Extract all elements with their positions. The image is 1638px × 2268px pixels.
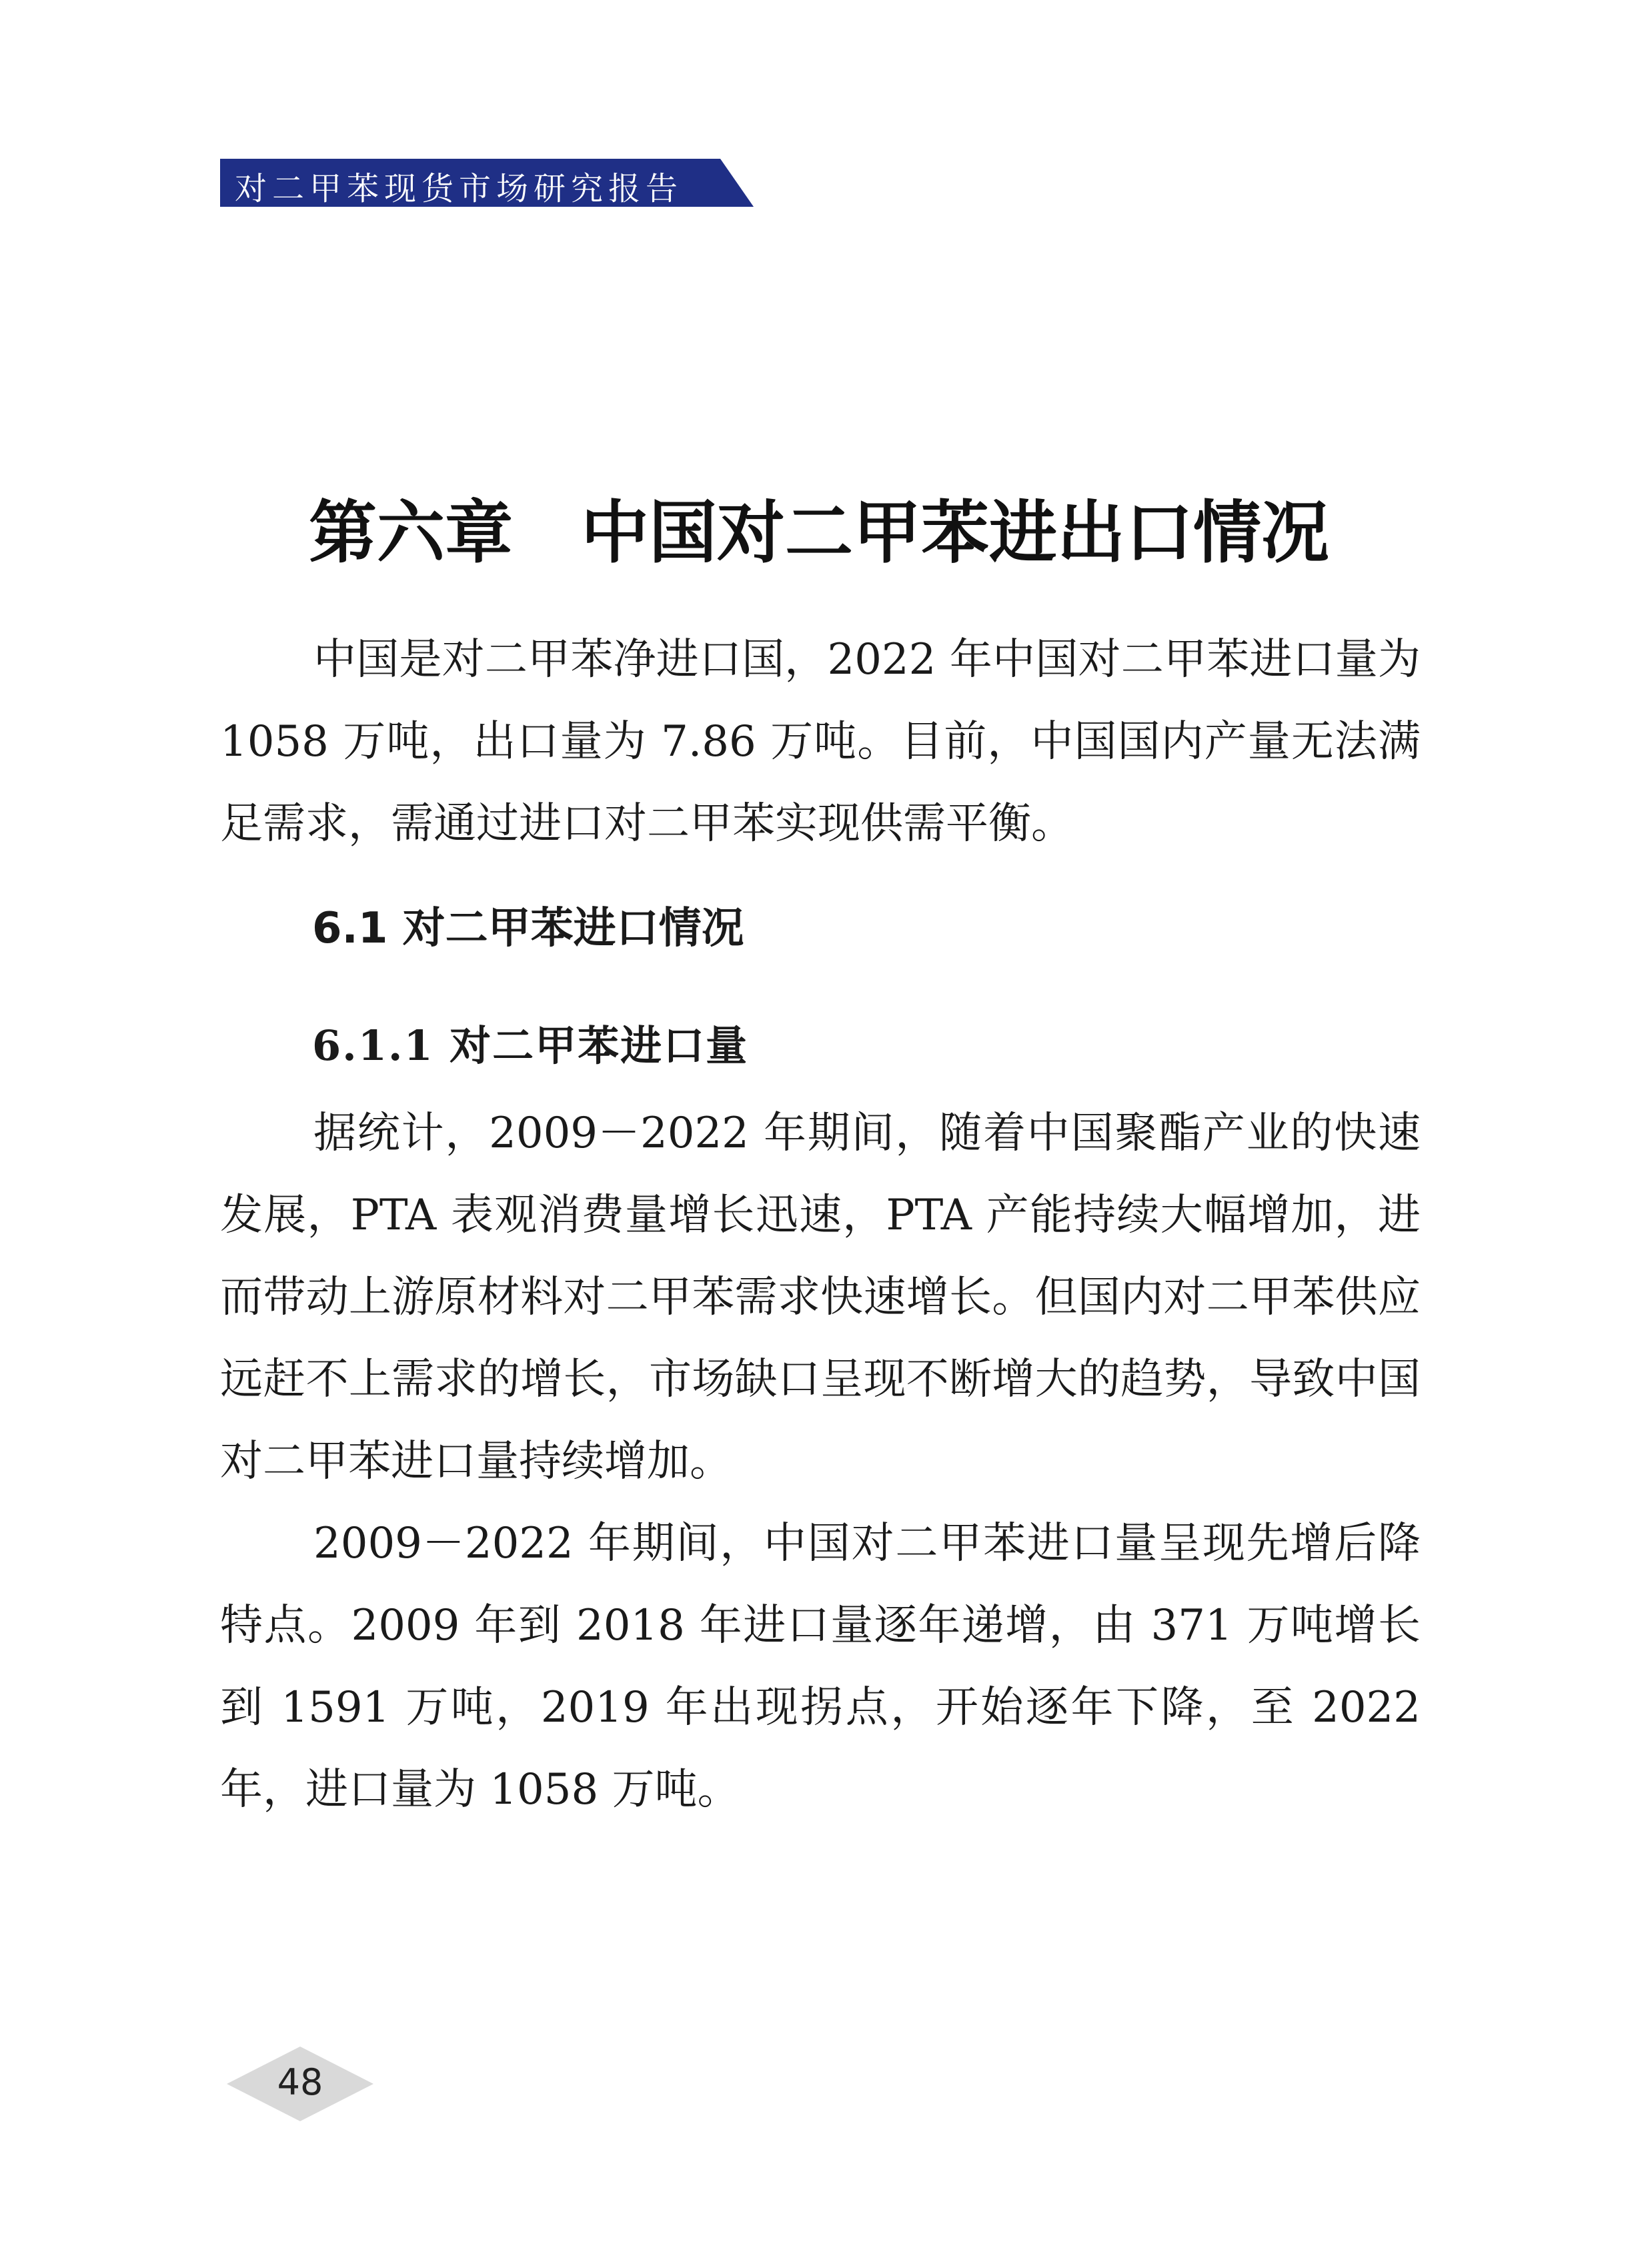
page-number-badge (220, 2043, 380, 2125)
body-paragraph-2: 2009－2022 年期间，中国对二甲苯进口量呈现先增后降特点。2009 年到 2018 年进口量逐年递增，由 371 万吨增长到 1591 万吨，2019 年出现拐点，开始逐年下降，至 2022 年，进口量为 1058 万吨。 (220, 1519, 1421, 1814)
running-header-title: 对二甲苯现货市场研究报告 (235, 170, 684, 207)
subsection-heading: 6.1.1 对二甲苯进口量 (312, 1021, 749, 1070)
body-paragraph-1: 据统计，2009－2022 年期间，随着中国聚酯产业的快速发展，PTA 表观消费量增长迅速，PTA 产能持续大幅增加，进而带动上游原材料对二甲苯需求快速增长。但国内对二甲苯供应远赶不上需求的增长，市场缺口呈现不断增大的趋势，导致中国对二甲苯进口量持续增加。 (220, 1109, 1421, 1486)
page-number: 48 (277, 2061, 323, 2103)
chapter-title: 第六章 中国对二甲苯进出口情况 (309, 493, 1329, 574)
running-header (220, 159, 754, 207)
section-heading: 6.1 对二甲苯进口情况 (312, 904, 744, 953)
intro-paragraph: 中国是对二甲苯净进口国，2022 年中国对二甲苯进口量为 1058 万吨，出口量为 7.86 万吨。目前，中国国内产量无法满足需求，需通过进口对二甲苯实现供需平衡。 (220, 635, 1421, 848)
